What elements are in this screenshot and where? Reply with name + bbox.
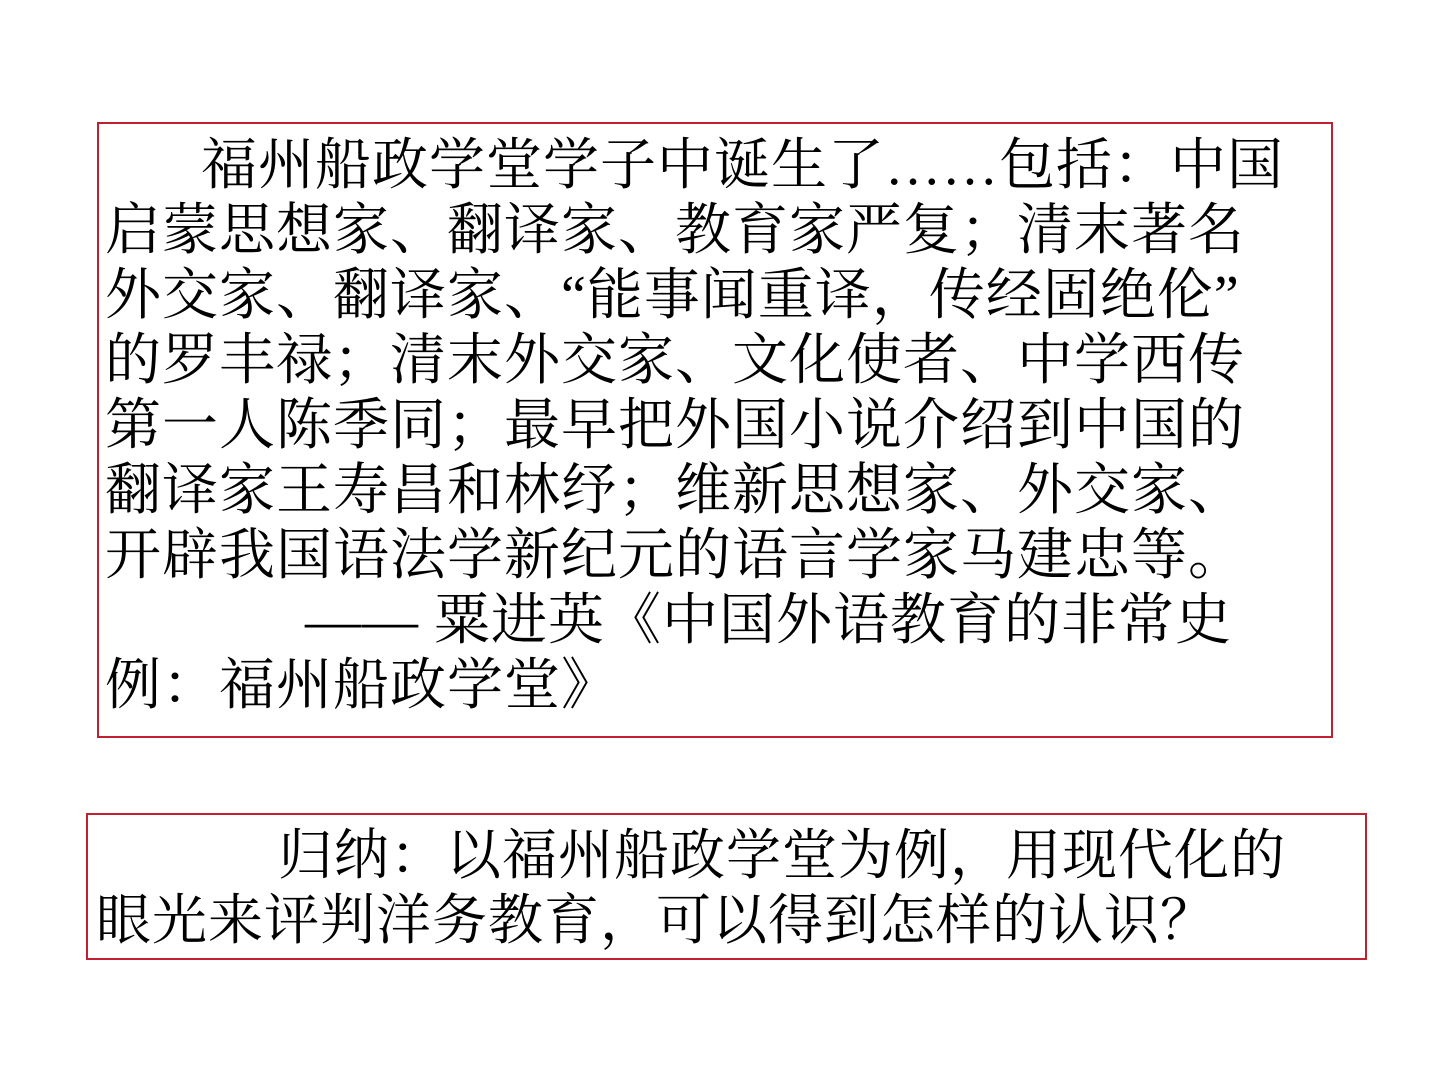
- quote-line: 第一人陈季同；最早把外国小说介绍到中国的: [105, 395, 1245, 457]
- question-box: [86, 813, 1367, 960]
- quote-line: 福州船政学堂学子中诞生了……包括：中国: [201, 135, 1284, 197]
- quote-line: 翻译家王寿昌和林纾；维新思想家、外交家、: [105, 460, 1245, 522]
- quote-box: [97, 122, 1333, 738]
- quote-attribution-line: 例：福州船政学堂》: [105, 655, 618, 717]
- question-line: 归纳：以福州船政学堂为例，用现代化的: [278, 825, 1287, 886]
- quote-line: 启蒙思想家、翻译家、教育家严复；清末著名: [105, 200, 1245, 262]
- quote-line: 开辟我国语法学新纪元的语言学家马建忠等。: [105, 525, 1245, 587]
- quote-line: 外交家、翻译家、“能事闻重译，传经固绝伦”: [105, 265, 1240, 327]
- quote-attribution-line: —— 粟进英《中国外语教育的非常史: [305, 590, 1232, 652]
- quote-line: 的罗丰禄；清末外交家、文化使者、中学西传: [105, 330, 1245, 392]
- question-line: 眼光来评判洋务教育，可以得到怎样的认识？: [96, 890, 1217, 951]
